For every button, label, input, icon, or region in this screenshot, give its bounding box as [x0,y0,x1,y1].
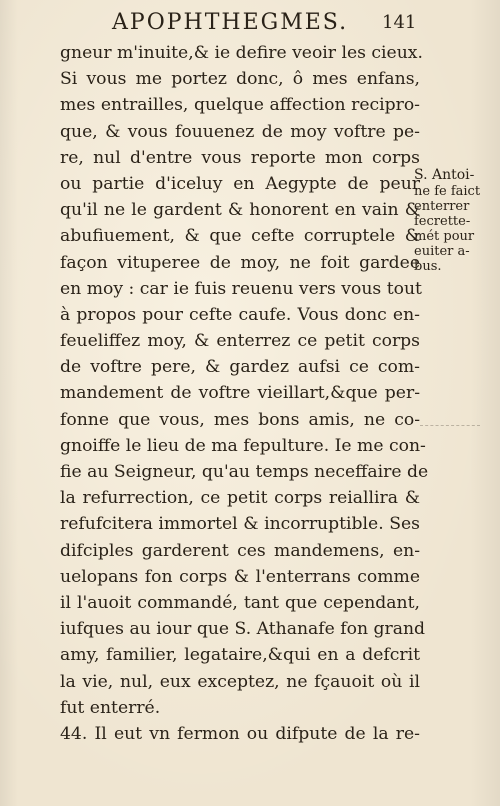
text-line: mandement de voftre vieillart,&que per- [60,383,420,404]
text-line: 44. Il eut vn fermon ou difpute de la re- [60,723,420,744]
margin-note-line: enterrer [414,199,470,214]
running-title: APOPHTHEGMES. [112,10,349,35]
margin-note-line: fecrette- [414,214,471,229]
text-line: amy, familier, legataire,&qui en a defcrit [60,645,420,666]
margin-note-line: euiter a- [414,244,470,259]
margin-note-line: mét pour [414,229,475,244]
margin-note-line: ne fe faict [414,184,481,199]
text-line: à propos pour cefte caufe. Vous donc en- [60,304,420,325]
text-line: la vie, nul, eux exceptez, ne fçauoit où il [60,671,420,692]
text-line: fie au Seigneur, qu'au temps neceffaire de [60,462,429,482]
margin-note-line: S. Antoi- [414,167,475,183]
margin-note [414,166,492,274]
ink-bleed-mark [420,425,480,432]
text-line: abufiuement, & que cefte corruptele & [60,226,420,247]
text-line: en moy : car ie fuis reuenu vers vous tout [60,278,422,299]
text-line: que, & vous fouuenez de moy voftre pe- [60,121,420,142]
text-line: qu'il ne le gardent & honorent en vain & [60,200,420,221]
text-line: mes entrailles, quelque affection recipro- [60,95,420,116]
text-line: la refurrection, ce petit corps reiallira & [60,488,420,509]
text-line: façon vituperee de moy, ne foit gardee [60,252,420,273]
text-line: gneur m'inuite,& ie defire veoir les cieux. [60,43,423,63]
text-line: de voftre pere, & gardez aufsi ce com- [60,357,420,378]
text-line: re, nul d'entre vous reporte mon corps [60,147,420,168]
page-header [112,10,472,40]
text-line: iufques au iour que S. Athanafe fon grand [60,619,426,640]
text-line: uelopans fon corps & l'enterrans comme [60,566,420,587]
text-line: ou partie d'iceluy en Aegypte de peur [60,173,420,194]
text-line: fonne que vous, mes bons amis, ne co- [60,409,420,430]
text-line: Si vous me portez donc, ô mes enfans, [60,69,420,90]
text-line: difciples garderent ces mandemens, en- [60,540,420,561]
text-line: feueliffez moy, & enterrez ce petit corps [60,331,420,352]
margin-note-line: bus. [414,259,442,274]
text-line: il l'auoit commandé, tant que cependant, [60,592,420,613]
text-line: fut enterré. [60,697,161,718]
page-number: 141 [382,12,417,33]
text-line: refufcitera immortel & incorruptible. Ses [60,514,420,535]
text-line: gnoiffe le lieu de ma fepulture. Ie me con- [60,435,426,456]
